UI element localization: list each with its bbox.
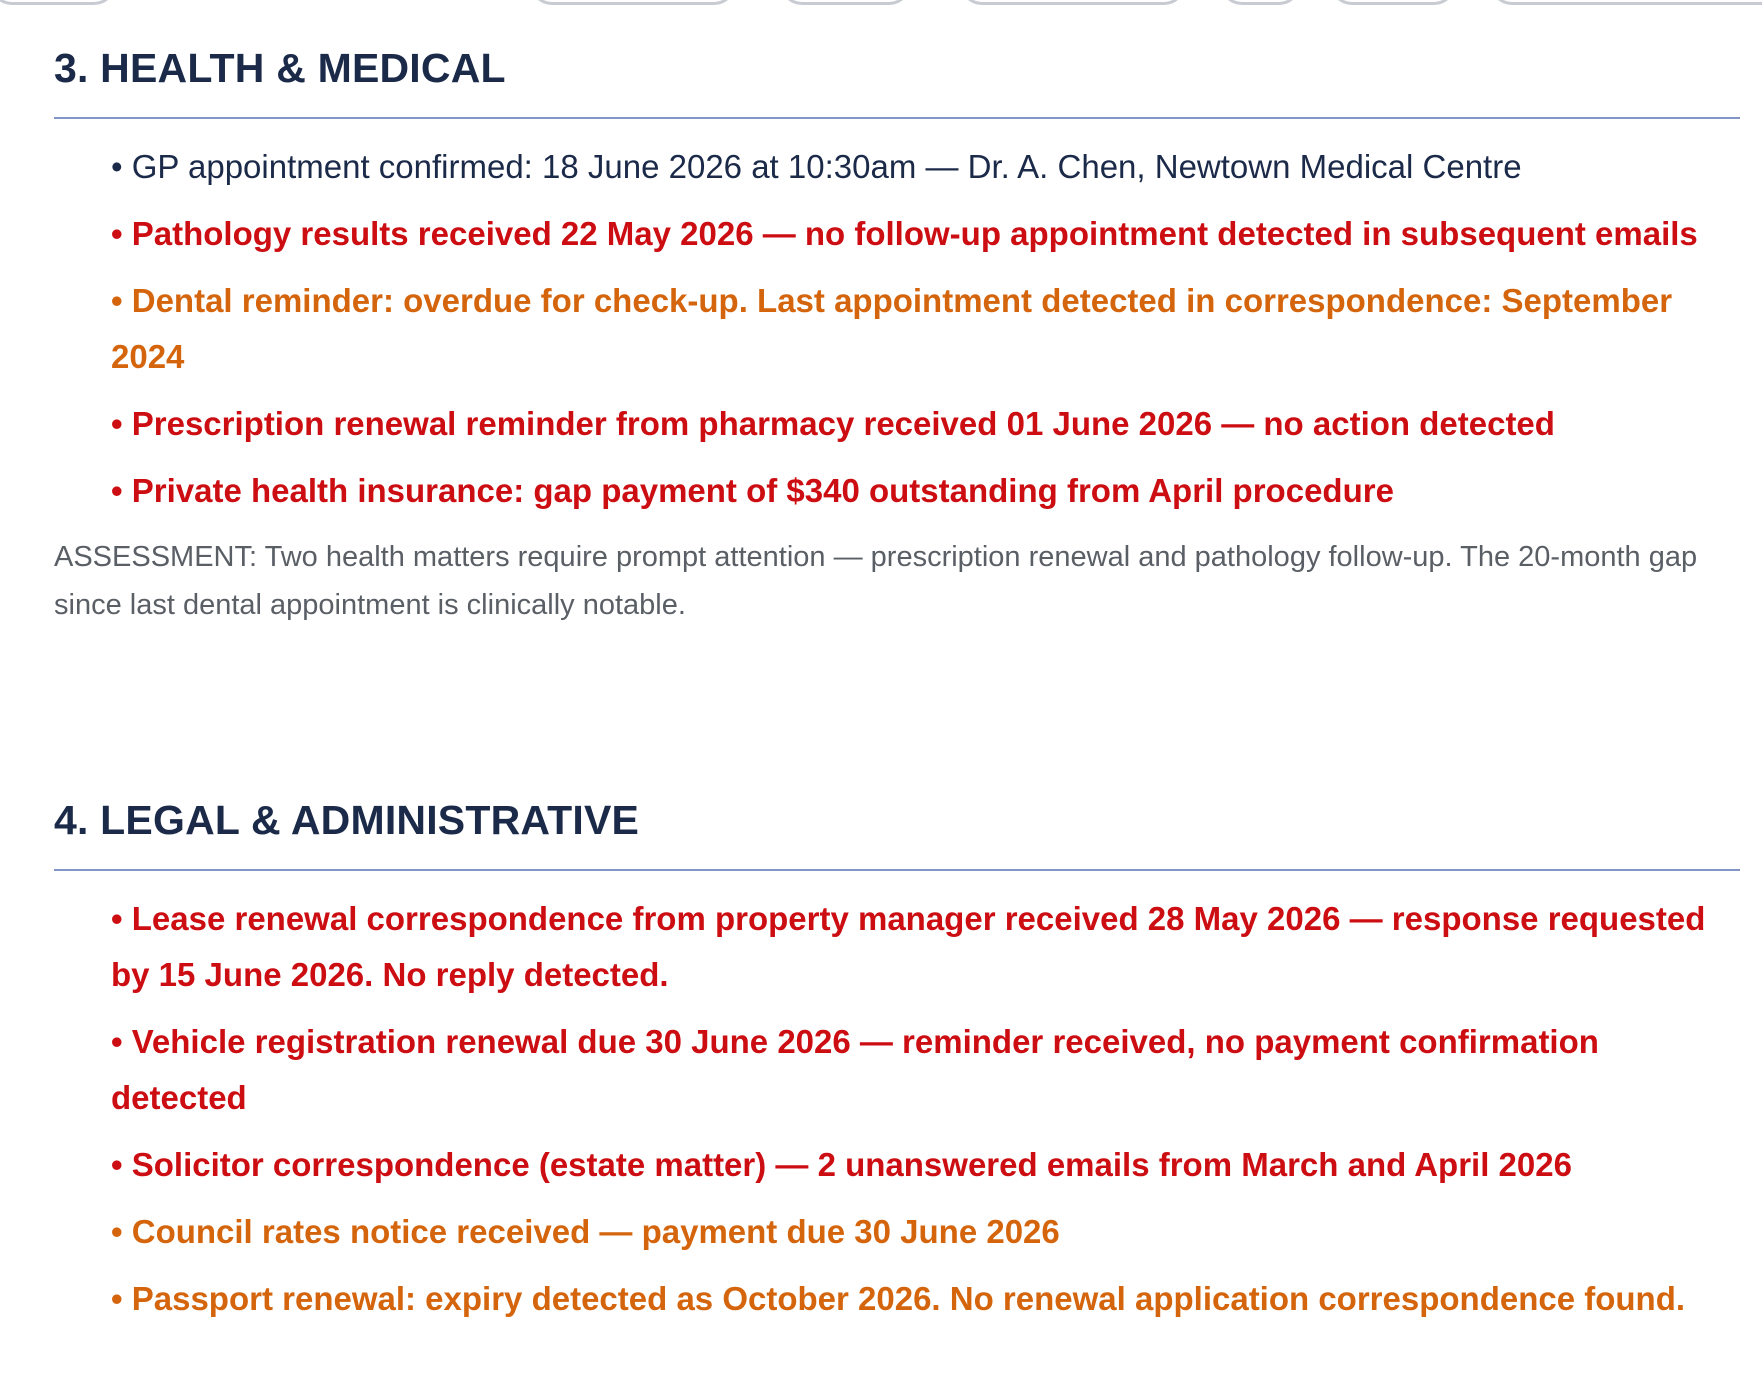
bullet-glyph: • bbox=[111, 1146, 123, 1183]
tab-stub[interactable] bbox=[530, 0, 736, 5]
bullet-glyph: • bbox=[111, 900, 123, 937]
tab-stub[interactable] bbox=[780, 0, 911, 5]
list-item bbox=[111, 1014, 1711, 1126]
assessment-text: ASSESSMENT: Two health matters require prompt attention — prescription renewal and pathology follow-up. The 20-month gap since last dental appointment is clinically notable. bbox=[54, 541, 1698, 621]
bullet-glyph: • bbox=[111, 148, 123, 185]
tab-stub[interactable] bbox=[0, 0, 116, 5]
bullet-glyph: • bbox=[111, 1023, 123, 1060]
item-text: Council rates notice received — payment due 30 June 2026 bbox=[131, 1213, 1060, 1250]
list-item bbox=[111, 396, 1711, 452]
item-text: GP appointment confirmed: 18 June 2026 at 10:30am — Dr. A. Chen, Newtown Medical Centre bbox=[131, 148, 1522, 185]
bullet-glyph: • bbox=[111, 405, 123, 442]
bullet-glyph: • bbox=[111, 1280, 123, 1317]
list-item bbox=[111, 139, 1711, 195]
section-divider bbox=[54, 117, 1740, 119]
item-text: Dental reminder: overdue for check-up. Last appointment detected in correspondence: September 2024 bbox=[111, 282, 1673, 375]
tab-stub[interactable] bbox=[1490, 0, 1762, 5]
list-item bbox=[111, 1271, 1711, 1327]
tab-stub[interactable] bbox=[1220, 0, 1301, 5]
bullet-glyph: • bbox=[111, 282, 123, 319]
section-divider bbox=[54, 869, 1740, 871]
item-text: Private health insurance: gap payment of $340 outstanding from April procedure bbox=[131, 472, 1394, 509]
list-item bbox=[111, 1137, 1711, 1193]
item-text: Solicitor correspondence (estate matter) — 2 unanswered emails from March and April 2026 bbox=[131, 1146, 1572, 1183]
bullet-glyph: • bbox=[111, 1213, 123, 1250]
item-list bbox=[54, 139, 1740, 519]
item-text: Pathology results received 22 May 2026 — no follow-up appointment detected in subsequent emails bbox=[131, 215, 1698, 252]
section-title: 3. HEALTH & MEDICAL bbox=[54, 45, 506, 91]
bullet-glyph: • bbox=[111, 215, 123, 252]
list-item bbox=[111, 463, 1711, 519]
tab-stub[interactable] bbox=[1330, 0, 1456, 5]
list-item bbox=[111, 1204, 1711, 1260]
item-list bbox=[54, 891, 1740, 1327]
section-title: 4. LEGAL & ADMINISTRATIVE bbox=[54, 797, 640, 843]
section-legal-administrative bbox=[54, 796, 1740, 1338]
item-text: Lease renewal correspondence from property manager received 28 May 2026 — response requested by 15 June 2026. No reply detected. bbox=[111, 900, 1706, 993]
list-item bbox=[111, 206, 1711, 262]
section-health-medical bbox=[54, 44, 1740, 629]
list-item bbox=[111, 273, 1711, 385]
list-item bbox=[111, 891, 1711, 1003]
bullet-glyph: • bbox=[111, 472, 123, 509]
item-text: Vehicle registration renewal due 30 June 2026 — reminder received, no payment confirmation detected bbox=[111, 1023, 1599, 1116]
item-text: Prescription renewal reminder from pharmacy received 01 June 2026 — no action detected bbox=[131, 405, 1555, 442]
item-text: Passport renewal: expiry detected as October 2026. No renewal application correspondence found. bbox=[131, 1280, 1686, 1317]
tab-stub[interactable] bbox=[960, 0, 1186, 5]
top-tab-strip bbox=[0, 0, 1762, 6]
